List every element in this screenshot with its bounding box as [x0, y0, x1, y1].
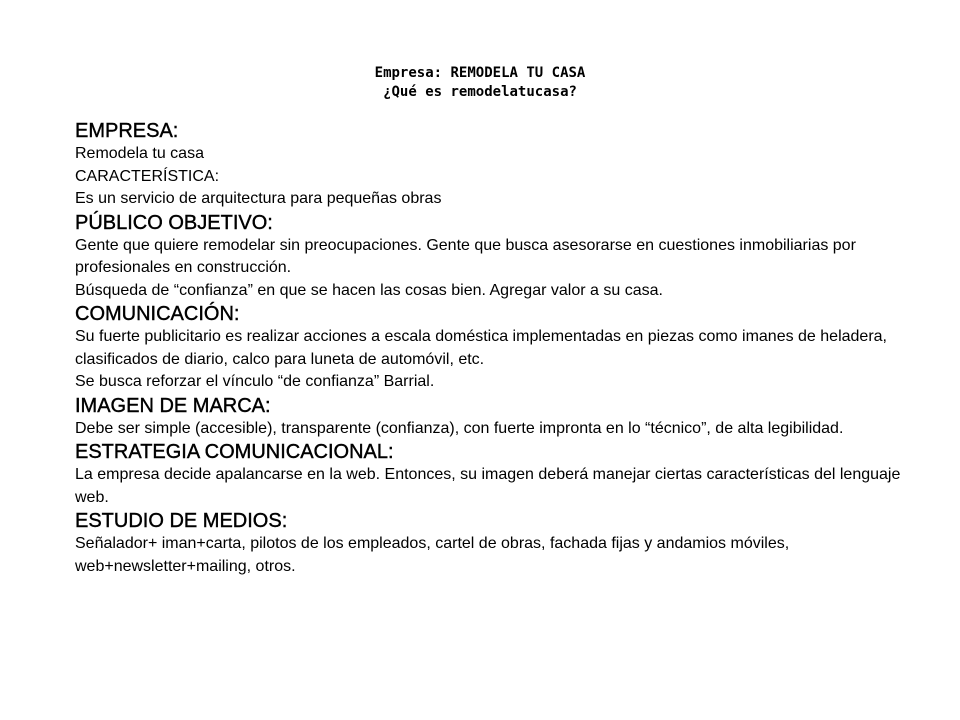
section-estrategia-comunicacional [75, 440, 905, 509]
section-heading: ESTUDIO DE MEDIOS: [75, 510, 288, 532]
slide-body [75, 119, 905, 578]
section-paragraph: Remodela tu casa [75, 145, 204, 162]
section-paragraph: Se busca reforzar el vínculo “de confianza” Barrial. [75, 373, 435, 390]
section-paragraph: CARACTERÍSTICA: [75, 167, 220, 185]
section-paragraph: Su fuerte publicitario es realizar acciones a escala doméstica implementadas en piezas como imanes de heladera, clasificados de diario, calco para luneta de automóvil, etc. [75, 328, 887, 368]
company-title: Empresa: REMODELA TU CASA [374, 65, 586, 81]
section-empresa [75, 119, 905, 211]
section-heading: ESTRATEGIA COMUNICACIONAL: [75, 441, 394, 463]
section-paragraph: La empresa decide apalancarse en la web. Entonces, su imagen deberá manejar ciertas características del lenguaje web. [75, 466, 901, 506]
slide-header [0, 64, 960, 102]
section-estudio-de-medios [75, 509, 905, 578]
section-paragraph: Debe ser simple (accesible), transparente (confianza), con fuerte impronta en lo “técnico”, de alta legibilidad. [75, 419, 844, 437]
section-heading: PÚBLICO OBJETIVO: [75, 211, 273, 234]
section-comunicacion [75, 302, 905, 394]
section-publico-objetivo [75, 211, 905, 303]
section-paragraph: Búsqueda de “confianza” en que se hacen las cosas bien. Agregar valor a su casa. [75, 281, 663, 299]
section-paragraph: Gente que quiere remodelar sin preocupaciones. Gente que busca asesorarse en cuestiones inmobiliarias por profesionales en construcción. [75, 236, 856, 276]
section-paragraph: Señalador+ iman+carta, pilotos de los empleados, cartel de obras, fachada fijas y andamios móviles, web+newsletter+mailing, otros. [75, 535, 790, 575]
section-heading: IMAGEN DE MARCA: [75, 394, 271, 417]
section-heading: COMUNICACIÓN: [75, 303, 240, 325]
section-paragraph: Es un servicio de arquitectura para pequeñas obras [75, 190, 442, 207]
question-subtitle: ¿Qué es remodelatucasa? [383, 84, 577, 100]
section-heading: EMPRESA: [75, 120, 179, 142]
section-imagen-de-marca [75, 394, 905, 441]
